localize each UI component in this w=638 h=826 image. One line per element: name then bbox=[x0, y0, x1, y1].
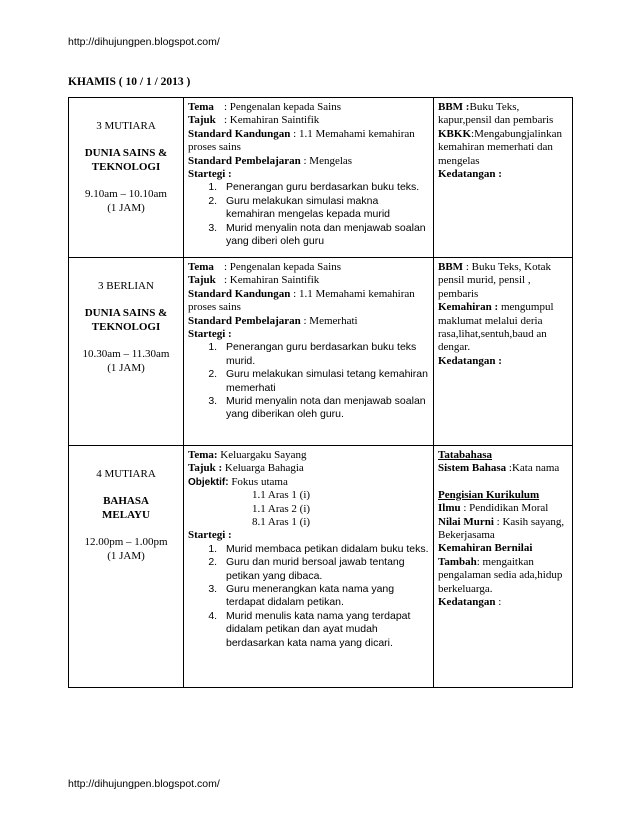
class-cell bbox=[69, 258, 184, 446]
subject-name: DUNIA SAINS & TEKNOLOGI bbox=[84, 147, 168, 173]
class-cell bbox=[69, 446, 184, 688]
sistem-bahasa-line: Sistem Bahasa :Kata nama bbox=[438, 462, 560, 475]
standard-pembelajaran: Standard Pembelajaran : Mengelas bbox=[188, 154, 353, 167]
kedatangan-label: Kedatangan : bbox=[438, 354, 502, 367]
footer-url[interactable]: http://dihujungpen.blogspot.com/ bbox=[68, 778, 220, 790]
ilmu-line: Ilmu : Pendidikan Moral bbox=[438, 502, 549, 515]
resources-cell bbox=[434, 258, 573, 446]
kedatangan-label: Kedatangan : bbox=[438, 168, 502, 181]
time-slot: 9.10am – 10.10am (1 JAM) bbox=[85, 188, 167, 214]
tema-line: Tema : Pengenalan kepada Sains bbox=[188, 101, 341, 113]
tajuk-line: Tajuk : Kemahiran Saintifik bbox=[188, 274, 320, 287]
list-item: 2. Guru melakukan simulasi tetang kemahiran memerhati bbox=[220, 368, 430, 395]
time-slot: 12.00pm – 1.00pm (1 JAM) bbox=[84, 536, 168, 562]
content-cell bbox=[184, 446, 434, 688]
list-item: 3. Murid menyalin nota dan menjawab soalan yang diberikan oleh guru. bbox=[220, 395, 430, 422]
tema-line: Tema: Keluargaku Sayang bbox=[188, 449, 307, 461]
kbkk-line: KBKK:Mengabungjalinkan kemahiran memerhati dan mengelas bbox=[438, 127, 563, 167]
list-item: 4. Murid menulis kata nama yang terdapat didalam petikan dan ayat mudah berdasarkan kata nama yang dicari. bbox=[220, 610, 430, 650]
class-cell bbox=[69, 98, 184, 258]
strategi-label: Startegi : bbox=[188, 328, 232, 341]
tema-line: Tema : Pengenalan kepada Sains bbox=[188, 261, 341, 273]
tatabahasa-heading: Tatabahasa bbox=[438, 449, 493, 461]
tajuk-line: Tajuk : Kemahiran Saintifik bbox=[188, 114, 320, 127]
list-item: 1. Penerangan guru berdasarkan buku teks murid. bbox=[220, 341, 430, 368]
class-name: 4 MUTIARA bbox=[96, 468, 156, 480]
strategi-label: Startegi : bbox=[188, 529, 232, 542]
strategi-label: Startegi : bbox=[188, 168, 232, 181]
table-row bbox=[69, 258, 573, 446]
tajuk-line: Tajuk : Keluarga Bahagia bbox=[188, 462, 304, 475]
resources-cell bbox=[434, 446, 573, 688]
list-item: 3. Murid menyalin nota dan menjawab soalan yang diberi oleh guru bbox=[220, 222, 430, 249]
nilai-murni-line: Nilai Murni : Kasih sayang, Bekerjasama bbox=[438, 515, 565, 542]
objektif-item: 1.1 Aras 1 (i) bbox=[252, 489, 311, 502]
list-item: 1. Murid membaca petikan didalam buku teks. bbox=[220, 543, 430, 556]
time-slot: 10.30am – 11.30am (1 JAM) bbox=[82, 348, 170, 374]
table-row bbox=[69, 446, 573, 688]
kemahiran-line: Kemahiran : mengumpul maklumat melalui deria rasa,lihat,sentuh,baud an dengar. bbox=[438, 301, 554, 354]
list-item: 1. Penerangan guru berdasarkan buku teks. bbox=[220, 181, 430, 194]
pengisian-kurikulum-heading: Pengisian Kurikulum bbox=[438, 488, 540, 501]
bbm-line: BBM :Buku Teks, kapur,pensil dan pembaris bbox=[438, 101, 554, 127]
list-item: 2. Guru dan murid bersoal jawab tentang petikan yang dibaca. bbox=[220, 556, 430, 583]
kedatangan-line: Kedatangan : bbox=[438, 596, 502, 609]
resources-cell bbox=[434, 98, 573, 258]
subject-name: BAHASA MELAYU bbox=[102, 495, 150, 521]
strategy-list bbox=[220, 181, 430, 248]
date-title: KHAMIS ( 10 / 1 / 2013 ) bbox=[68, 76, 191, 88]
strategy-list bbox=[220, 543, 430, 650]
objektif-item: 1.1 Aras 2 (i) bbox=[252, 502, 311, 515]
kemahiran-bernilai-line: Kemahiran Bernilai Tambah: mengaitkan pengalaman sedia ada,hidup berkeluarga. bbox=[438, 542, 563, 595]
header-url[interactable]: http://dihujungpen.blogspot.com/ bbox=[68, 36, 220, 48]
strategy-list bbox=[220, 341, 430, 421]
class-name: 3 BERLIAN bbox=[98, 280, 154, 292]
standard-kandungan: Standard Kandungan : 1.1 Memahami kemahiran proses sains bbox=[188, 127, 415, 154]
list-item: 2. Guru melakukan simulasi makna kemahiran mengelas kepada murid bbox=[220, 195, 430, 222]
list-item: 3. Guru menerangkan kata nama yang terdapat didalam petikan. bbox=[220, 583, 430, 610]
table-row bbox=[69, 98, 573, 258]
standard-pembelajaran: Standard Pembelajaran : Memerhati bbox=[188, 314, 358, 327]
class-name: 3 MUTIARA bbox=[96, 120, 156, 132]
content-cell bbox=[184, 98, 434, 258]
objektif-line: Objektif: Fokus utama bbox=[188, 475, 288, 488]
objektif-item: 8.1 Aras 1 (i) bbox=[252, 516, 311, 529]
subject-name: DUNIA SAINS & TEKNOLOGI bbox=[84, 307, 168, 333]
lesson-plan-table bbox=[68, 97, 573, 688]
standard-kandungan: Standard Kandungan : 1.1 Memahami kemahiran proses sains bbox=[188, 287, 415, 314]
content-cell bbox=[184, 258, 434, 446]
bbm-line: BBM : Buku Teks, Kotak pensil murid, pensil , pembaris bbox=[438, 261, 552, 300]
